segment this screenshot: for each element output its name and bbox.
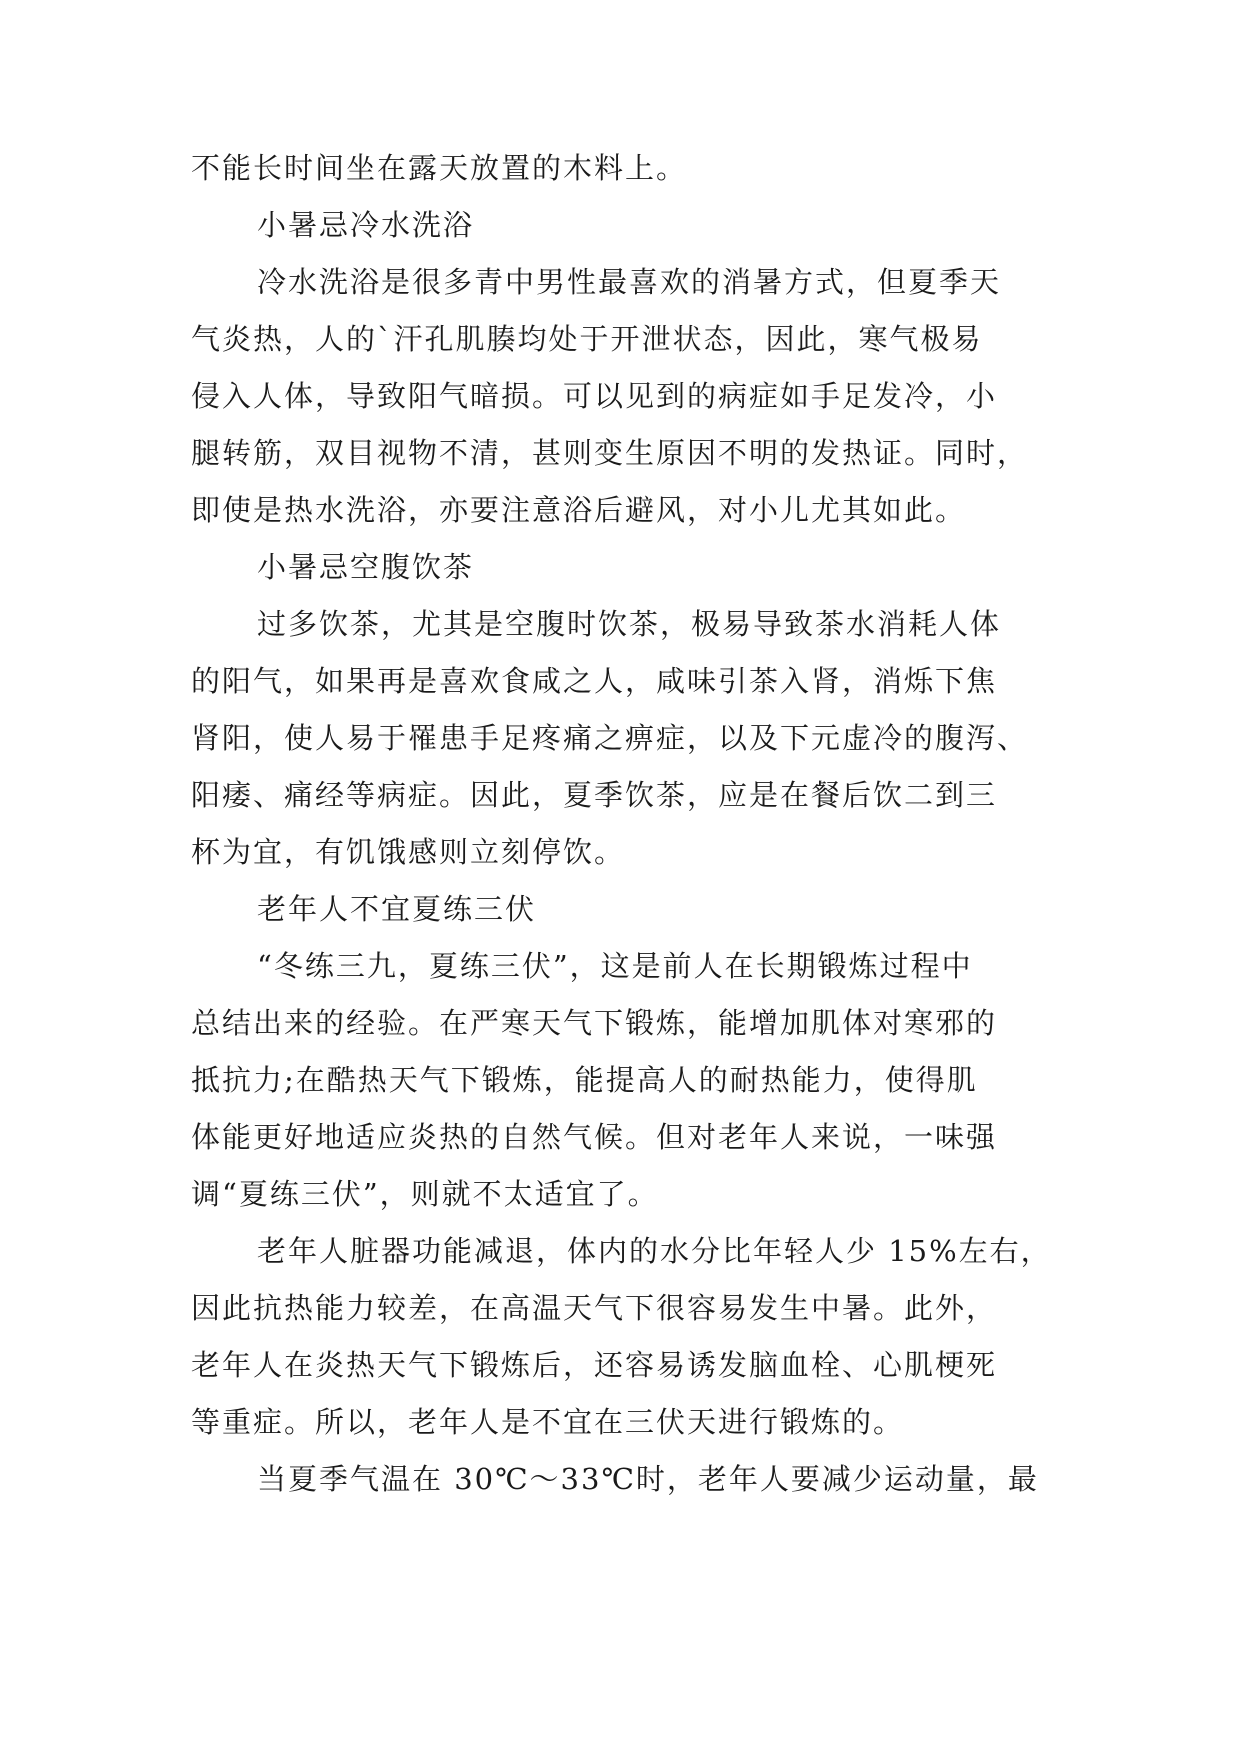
text-line: 不能长时间坐在露天放置的木料上。	[191, 151, 688, 185]
text-line: “冬练三九，夏练三伏”，这是前人在长期锻炼过程中	[257, 949, 973, 983]
text-line: 肾阳，使人易于罹患手足疼痛之痹症，以及下元虚冷的腹泻、	[191, 721, 1029, 755]
section-heading: 小暑忌冷水洗浴	[257, 208, 475, 242]
text-line: 冷水洗浴是很多青中男性最喜欢的消暑方式，但夏季天	[257, 265, 1002, 299]
text-line: 过多饮茶，尤其是空腹时饮茶，极易导致茶水消耗人体	[257, 607, 1002, 641]
text-line: 当夏季气温在 30℃～33℃时，老年人要减少运动量，最	[257, 1462, 1039, 1496]
section-heading: 小暑忌空腹饮茶	[257, 550, 475, 584]
text-line: 总结出来的经验。在严寒天气下锻炼，能增加肌体对寒邪的	[191, 1006, 998, 1040]
text-line: 等重症。所以，老年人是不宜在三伏天进行锻炼的。	[191, 1405, 905, 1439]
text-line: 抵抗力;在酷热天气下锻炼，能提高人的耐热能力，使得肌	[191, 1063, 978, 1097]
section-heading: 老年人不宜夏练三伏	[257, 892, 537, 926]
text-line: 杯为宜，有饥饿感则立刻停饮。	[191, 835, 626, 869]
text-line: 气炎热，人的`汗孔肌腠均处于开泄状态，因此，寒气极易	[191, 322, 983, 356]
text-line: 侵入人体，导致阳气暗损。可以见到的病症如手足发冷，小	[191, 379, 998, 413]
text-line: 因此抗热能力较差，在高温天气下很容易发生中暑。此外，	[191, 1291, 998, 1325]
text-line: 腿转筋，双目视物不清，甚则变生原因不明的发热证。同时，	[191, 436, 1029, 470]
text-line: 阳痿、痛经等病症。因此，夏季饮茶，应是在餐后饮二到三	[191, 778, 998, 812]
text-line: 老年人脏器功能减退，体内的水分比年轻人少 15%左右，	[257, 1234, 1052, 1268]
text-line: 体能更好地适应炎热的自然气候。但对老年人来说，一味强	[191, 1120, 998, 1154]
text-line: 即使是热水洗浴，亦要注意浴后避风，对小儿尤其如此。	[191, 493, 967, 527]
text-line: 老年人在炎热天气下锻炼后，还容易诱发脑血栓、心肌梗死	[191, 1348, 998, 1382]
text-line: 的阳气，如果再是喜欢食咸之人，咸味引茶入肾，消烁下焦	[191, 664, 998, 698]
text-line: 调“夏练三伏”，则就不太适宜了。	[191, 1177, 659, 1211]
